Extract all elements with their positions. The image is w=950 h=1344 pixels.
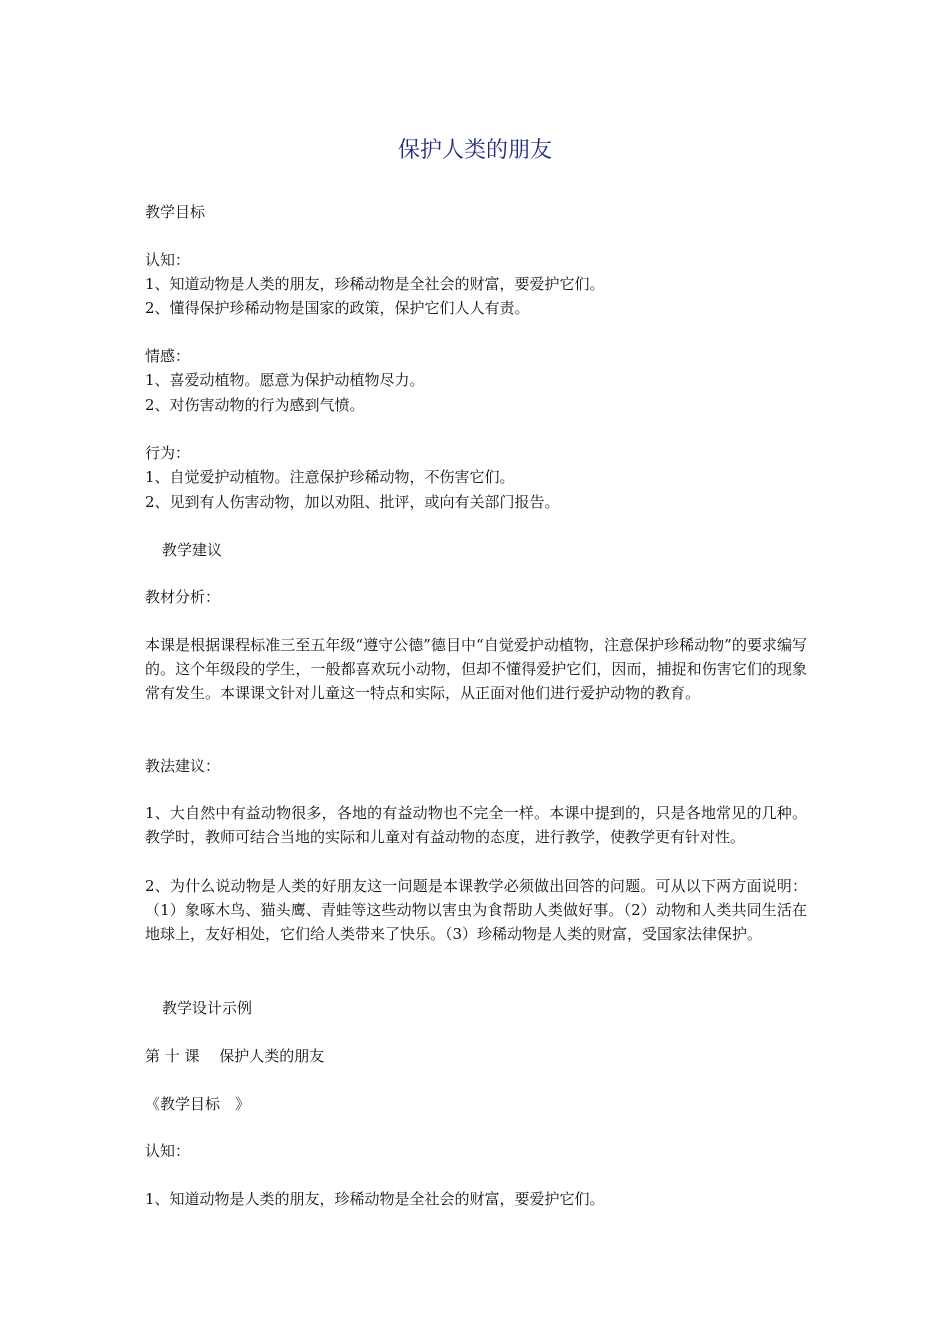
analysis-label: 教材分析：: [145, 588, 221, 606]
lesson-title: 第 十 课 保护人类的朋友: [145, 1047, 325, 1065]
emotion-item: 1、喜爱动植物。愿意为保护动植物尽力。: [145, 371, 425, 389]
cognition-item: 1、知道动物是人类的朋友，珍稀动物是全社会的财富，要爱护它们。: [145, 1190, 605, 1208]
objectives-heading: 教学目标: [145, 203, 206, 221]
emotion-item: 2、对伤害动物的行为感到气愤。: [145, 396, 365, 414]
behavior-label: 行为：: [145, 444, 191, 462]
cognition-label: 认知：: [145, 251, 191, 269]
document-title: 保护人类的朋友: [397, 138, 552, 163]
suggestions-heading: 教学建议: [162, 541, 223, 559]
emotion-label: 情感：: [145, 347, 191, 365]
cognition-item: 2、懂得保护珍稀动物是国家的政策，保护它们人人有责。: [145, 299, 530, 317]
analysis-paragraph: 本课是根据课程标准三至五年级“遵守公德”德目中“自觉爱护动植物，注意保护珍稀动物”的要求编写的。这个年级段的学生，一般都喜欢玩小动物，但却不懂得爱护它们，因而，捕捉和伤害它们的现象常有发生。本课课文针对儿童这一特点和实际，从正面对他们进行爱护动物的教育。: [145, 636, 807, 702]
method-item: 1、大自然中有益动物很多，各地的有益动物也不完全一样。本课中提到的，只是各地常见的几种。教学时，教师可结合当地的实际和儿童对有益动物的态度，进行教学，使教学更有针对性。: [145, 804, 807, 846]
behavior-item: 2、见到有人伤害动物，加以劝阻、批评，或向有关部门报告。: [145, 493, 560, 511]
design-heading: 教学设计示例: [162, 999, 253, 1017]
behavior-item: 1、自觉爱护动植物。注意保护珍稀动物，不伤害它们。: [145, 468, 515, 486]
cognition-label: 认知：: [145, 1142, 191, 1160]
objectives-bracket-heading: 《教学目标 》: [145, 1095, 251, 1113]
cognition-item: 1、知道动物是人类的朋友，珍稀动物是全社会的财富，要爱护它们。: [145, 275, 605, 293]
method-item: 2、为什么说动物是人类的好朋友这一问题是本课教学必须做出回答的问题。可从以下两方面说明：（1）象啄木鸟、猫头鹰、青蛙等这些动物以害虫为食帮助人类做好事。（2）动物和人类共同生活在地球上，友好相处，它们给人类带来了快乐。（3）珍稀动物是人类的财富，受国家法律保护。: [145, 877, 807, 943]
method-label: 教法建议：: [145, 757, 221, 775]
